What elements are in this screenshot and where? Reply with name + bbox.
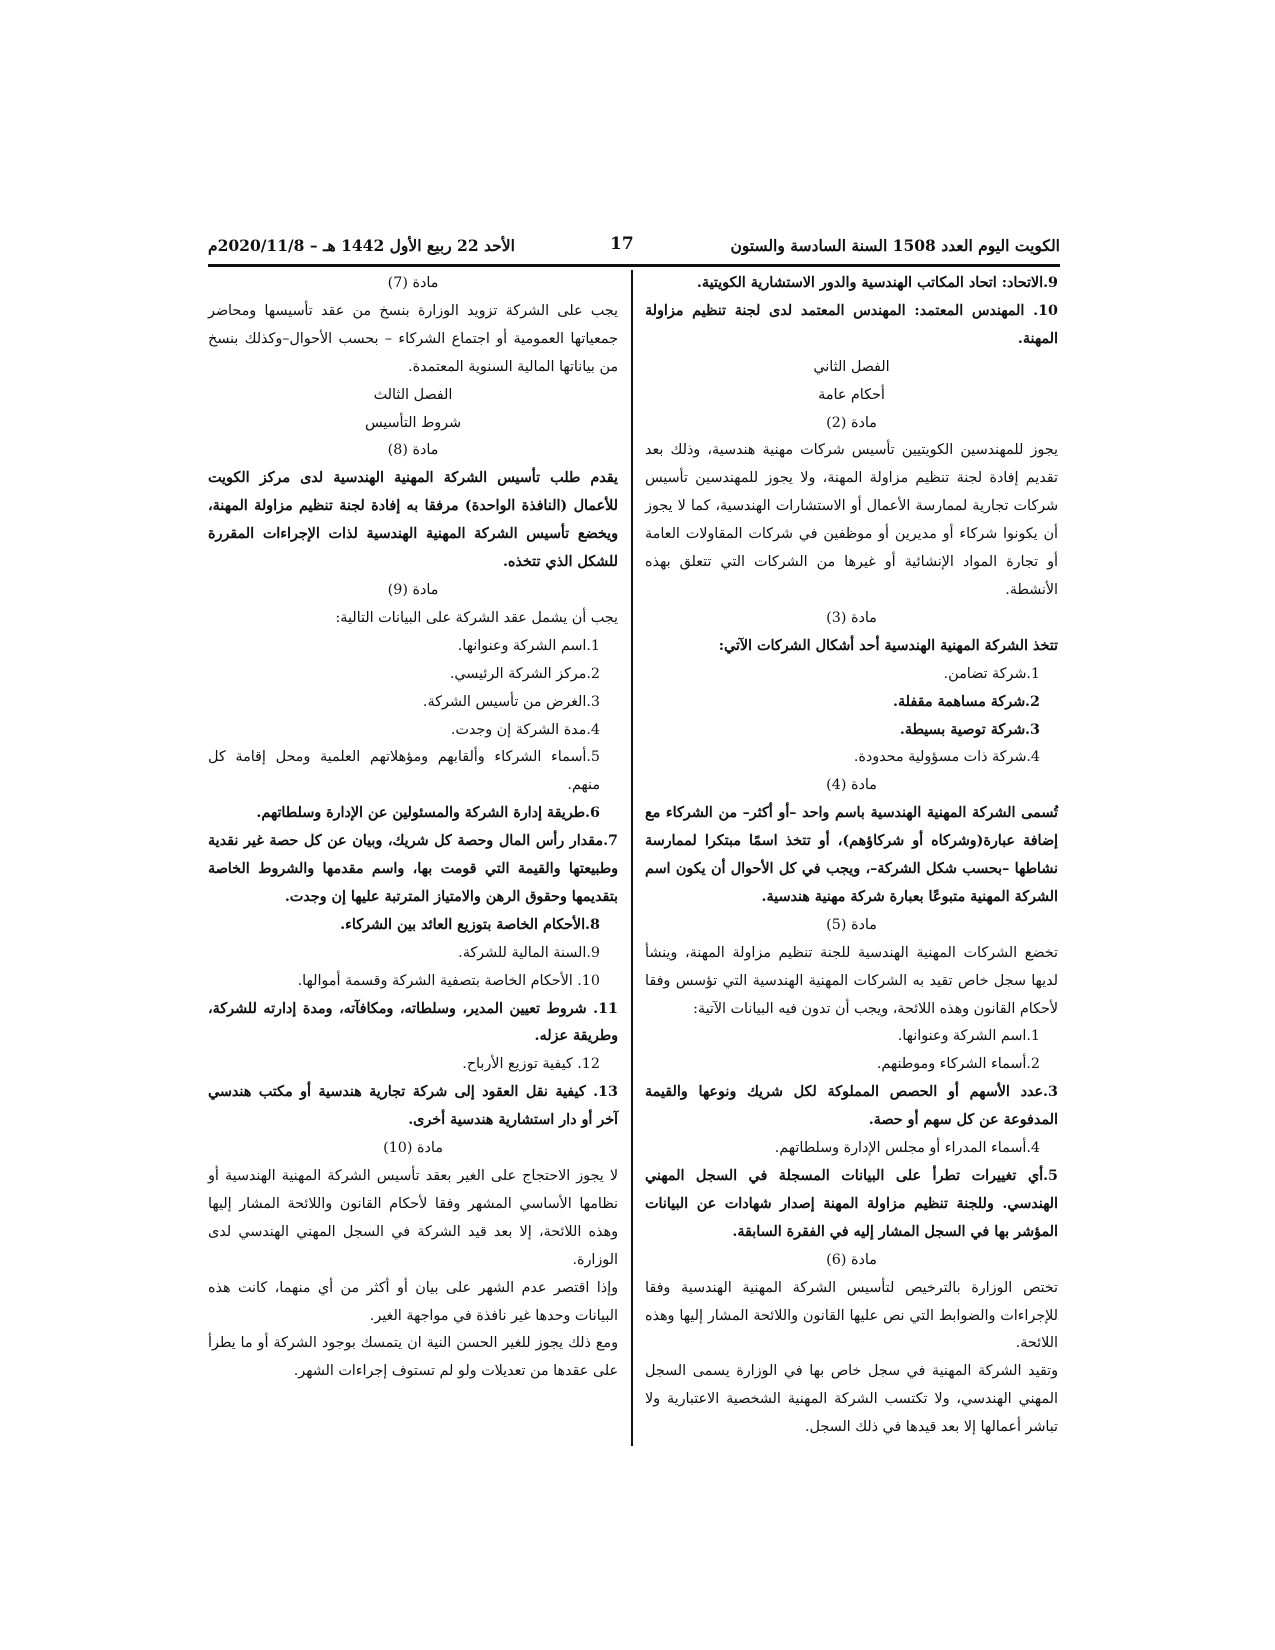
article-paragraph: ومع ذلك يجوز للغير الحسن النية ان يتمسك بوجود الشركة أو ما يطرأ على عقدها من تعديلات ولو لم تستوف إجراءات الشهر. [208, 1335, 618, 1380]
list-item: 11. شروط تعيين المدير، وسلطاته، ومكافآته، ومدة إدارته للشركة، وطريقة عزله. [208, 1000, 618, 1045]
list-item: 2.أسماء الشركاء وموطنهم. [876, 1056, 1040, 1073]
page-header [208, 232, 1060, 260]
list-item: 10. الأحكام الخاصة بتصفية الشركة وقسمة أموالها. [297, 972, 600, 989]
list-item: 13. كيفية نقل العقود إلى شركة تجارية هندسية أو مكتب هندسي آخر أو دار استشارية هندسية أخرى. [208, 1084, 618, 1129]
definition-item: 10. المهندس المعتمد: المهندس المعتمد لدى لجنة تنظيم مزاولة المهنة. [645, 302, 1058, 347]
article-paragraph: تُسمى الشركة المهنية الهندسية باسم واحد –أو أكثر– من الشركاء مع إضافة عبارة(وشركاه أو شركاؤهم)، أو تتخذ اسمًا مبتكرا لممارسة نشاطها –بحسب شكل الشركة–، ويجب في كل الأحوال أن يكون اسم الشركة المهنية متبوعًا بعبارة شركة مهنية هندسية. [645, 805, 1058, 905]
list-item: 7.مقدار رأس المال وحصة كل شريك، وبيان عن كل حصة غير نقدية وطبيعتها والقيمة التي قومت بها، واسم مقدمها والشروط الخاصة بتقديمها وحقوق الرهن والامتياز المترتبة عليها إن وجدت. [208, 833, 618, 905]
article-paragraph: تتخذ الشركة المهنية الهندسية أحد أشكال الشركات الآتي: [718, 637, 1058, 654]
chapter-title: الفصل الثالث [373, 386, 453, 403]
article-paragraph: وتقيد الشركة المهنية في سجل خاص بها في الوزارة يسمى السجل المهني الهندسي، ولا تكتسب الشركة المهنية الشخصية الاعتبارية ولا تباشر أعمالها إلا بعد قيدها في ذلك السجل. [645, 1363, 1058, 1436]
article-heading: مادة (8) [387, 442, 439, 459]
list-item: 1.اسم الشركة وعنوانها. [457, 637, 600, 654]
list-item: 1.شركة تضامن. [943, 665, 1040, 682]
list-item: 3.الغرض من تأسيس الشركة. [422, 693, 600, 710]
article-paragraph: لا يجوز الاحتجاج على الغير بعقد تأسيس الشركة المهنية الهندسية أو نظامها الأساسي المشهر وفقا لأحكام القانون واللائحة المشار إليها وهذه اللائحة، إلا بعد قيد الشركة في السجل المهني الهندسي لدى الوزارة. [208, 1168, 618, 1268]
list-item: 1.اسم الشركة وعنوانها. [897, 1028, 1040, 1045]
article-paragraph: يجوز للمهندسين الكويتيين تأسيس شركات مهنية هندسية، وذلك بعد تقديم إفادة لجنة تنظيم مزاولة المهنة، ولا يجوز للمهندسين تأسيس شركات تجارية لممارسة الأعمال أو الاستشارات الهندسية، كما لا يجوز أن يكونوا شركاء أو مديرين أو موظفين في شركات المقاولات العامة أو تجارة المواد الإنشائية أو غيرها من الشركات التي تتعلق بهذه الأنشطة. [645, 442, 1058, 598]
column-divider [631, 270, 633, 1446]
article-heading: مادة (4) [826, 777, 877, 794]
list-item: 9.السنة المالية للشركة. [458, 944, 600, 961]
article-heading: مادة (2) [826, 414, 877, 431]
chapter-title: الفصل الثاني [813, 358, 890, 375]
article-paragraph: يقدم طلب تأسيس الشركة المهنية الهندسية لدى مركز الكويت للأعمال (النافذة الواحدة) مرفقا به إفادة لجنة تنظيم مزاولة المهنة، ويخضع تأسيس الشركة المهنية الهندسية لذات الإجراءات المقررة للشكل الذي تتخذه. [208, 470, 618, 571]
list-item: 3.عدد الأسهم أو الحصص المملوكة لكل شريك ونوعها والقيمة المدفوعة عن كل سهم أو حصة. [645, 1084, 1058, 1129]
list-item: 3.شركة توصية بسيطة. [899, 721, 1040, 738]
list-item: 4.شركة ذات مسؤولية محدودة. [853, 749, 1040, 766]
article-paragraph: يجب أن يشمل عقد الشركة على البيانات التالية: [335, 609, 618, 626]
list-item: 6.طريقة إدارة الشركة والمسئولين عن الإدارة وسلطاتهم. [256, 805, 600, 822]
article-heading: مادة (5) [826, 916, 877, 933]
chapter-subtitle: أحكام عامة [818, 386, 885, 403]
article-paragraph: وإذا اقتصر عدم الشهر على بيان أو أكثر من أي منهما، كانت هذه البيانات وحدها غير نافذة في مواجهة الغير. [208, 1279, 618, 1324]
right-column [645, 270, 1058, 1442]
publication-date: الأحد 22 ربيع الأول 1442 هـ – 2020/11/8م [208, 236, 515, 255]
article-paragraph: تخضع الشركات المهنية الهندسية للجنة تنظيم مزاولة المهنة، وينشأ لديها سجل خاص تقيد به الشركات المهنية الهندسية التي تؤسس وفقا لأحكام القانون وهذه اللائحة، ويجب أن تدون فيه البيانات الآتية: [645, 944, 1058, 1017]
article-heading: مادة (10) [383, 1140, 443, 1157]
list-item: 4.أسماء المدراء أو مجلس الإدارة وسلطاتهم. [774, 1140, 1040, 1157]
list-item: 2.مركز الشركة الرئيسي. [449, 665, 600, 682]
article-heading: مادة (7) [387, 275, 439, 291]
page-number: 17 [610, 234, 634, 254]
list-item: 12. كيفية توزيع الأرباح. [462, 1056, 600, 1073]
list-item: 5.أسماء الشركاء وألقابهم ومؤهلاتهم العلمية ومحل إقامة كل منهم. [208, 749, 600, 794]
chapter-subtitle: شروط التأسيس [364, 414, 462, 431]
list-item: 4.مدة الشركة إن وجدت. [450, 721, 600, 738]
gazette-issue-info: الكويت اليوم العدد 1508 السنة السادسة والستون [730, 236, 1060, 255]
list-item: 2.شركة مساهمة مقفلة. [893, 693, 1040, 710]
list-item: 5.أي تغييرات تطرأ على البيانات المسجلة في السجل المهني الهندسي. وللجنة تنظيم مزاولة المهنة إصدار شهادات عن البيانات المؤشر بها في السجل المشار إليه في الفقرة السابقة. [645, 1168, 1058, 1240]
article-paragraph: يجب على الشركة تزويد الوزارة بنسخ من عقد تأسيسها ومحاضر جمعياتها العمومية أو اجتماع الشركاء – بحسب الأحوال–وكذلك بنسخ من بياناتها المالية السنوية المعتمدة. [208, 302, 618, 375]
left-column [208, 270, 618, 1386]
article-heading: مادة (9) [387, 581, 439, 598]
article-heading: مادة (6) [826, 1251, 877, 1268]
header-rule [208, 264, 1060, 267]
list-item: 8.الأحكام الخاصة بتوزيع العائد بين الشركاء. [340, 916, 600, 933]
article-paragraph: تختص الوزارة بالترخيص لتأسيس الشركة المهنية الهندسية وفقا للإجراءات والضوابط التي نص عليها القانون واللائحة المشار إليها وهذه اللائحة. [645, 1279, 1058, 1352]
article-heading: مادة (3) [826, 609, 877, 626]
definition-item: 9.الاتحاد: اتحاد المكاتب الهندسية والدور الاستشارية الكويتية. [696, 275, 1058, 291]
